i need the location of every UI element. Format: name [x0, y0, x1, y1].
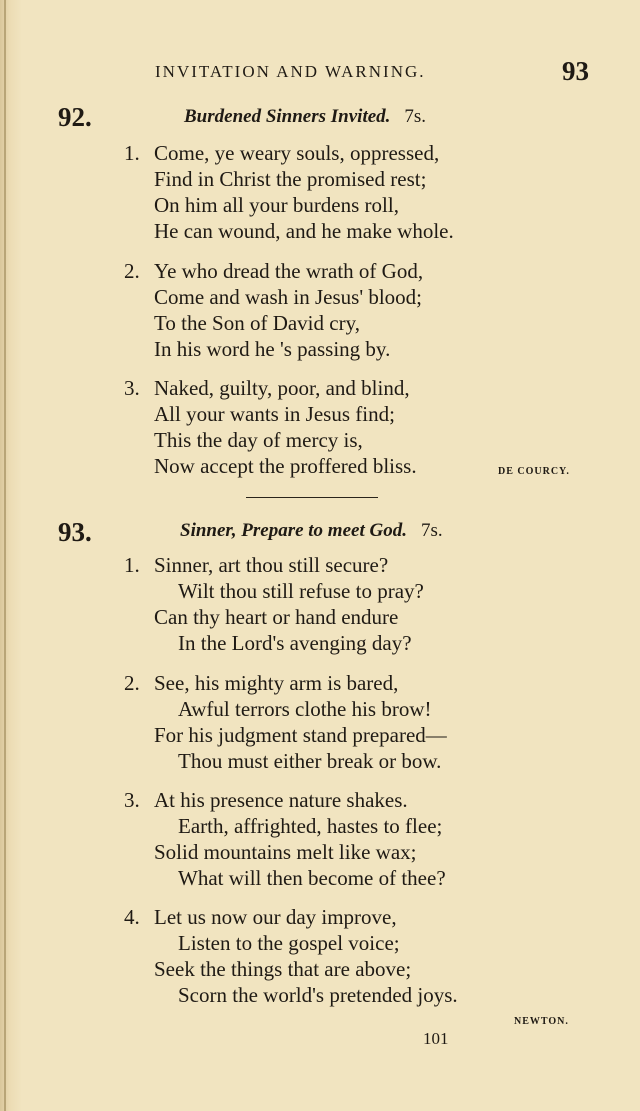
hymn-author: NEWTON.: [514, 1016, 569, 1027]
hymn-number: 92.: [58, 102, 92, 132]
verse-line: All your wants in Jesus find;: [154, 402, 395, 426]
stanza-number: 4.: [124, 905, 140, 929]
verse-line: What will then become of thee?: [178, 866, 446, 890]
verse-line: Find in Christ the promised rest;: [154, 167, 427, 191]
verse-line: See, his mighty arm is bared,: [154, 671, 399, 695]
hymn-title: [180, 520, 443, 542]
stanza-number: 3.: [124, 788, 140, 812]
stanza-number: 2.: [124, 671, 140, 695]
verse-line: Awful terrors clothe his brow!: [178, 697, 432, 721]
hymn-number: 93.: [58, 517, 92, 547]
verse-line: He can wound, and he make whole.: [154, 219, 454, 243]
verse-line: Now accept the proffered bliss.: [154, 454, 417, 478]
verse-line: For his judgment stand prepared—: [154, 723, 447, 747]
verse-line: Come, ye weary souls, oppressed,: [154, 141, 440, 165]
verse-line: Can thy heart or hand endure: [154, 605, 399, 629]
verse-line: Let us now our day improve,: [154, 905, 397, 929]
stanza-number: 2.: [124, 259, 140, 283]
section-divider: [246, 497, 378, 498]
page-edge: [4, 0, 6, 1111]
stanza-number: 1.: [124, 553, 140, 577]
verse-line: Solid mountains melt like wax;: [154, 840, 417, 864]
verse-line: Ye who dread the wrath of God,: [154, 259, 424, 283]
verse-line: In the Lord's avenging day?: [178, 631, 412, 655]
verse-line: Seek the things that are above;: [154, 957, 412, 981]
verse-line: Thou must either break or bow.: [178, 749, 442, 773]
hymn-title-text: Burdened Sinners Invited.: [184, 106, 391, 127]
verse-line: Naked, guilty, poor, and blind,: [154, 376, 410, 400]
running-title: INVITATION AND WARNING.: [155, 62, 426, 81]
hymn-title: [184, 106, 426, 128]
stanza-number: 1.: [124, 141, 140, 165]
verse-line: On him all your burdens roll,: [154, 193, 399, 217]
verse-line: Wilt thou still refuse to pray?: [178, 579, 424, 603]
verse-line: Listen to the gospel voice;: [178, 931, 400, 955]
verse-line: Earth, affrighted, hastes to flee;: [178, 814, 443, 838]
hymn-title-text: Sinner, Prepare to meet God.: [180, 520, 407, 541]
hymn-meter: 7s.: [404, 106, 427, 127]
verse-line: In his word he 's passing by.: [154, 337, 391, 361]
verse-line: At his presence nature shakes.: [154, 788, 408, 812]
stanza-number: 3.: [124, 376, 140, 400]
verse-line: Come and wash in Jesus' blood;: [154, 285, 423, 309]
page-number: 93: [562, 56, 589, 86]
hymn-author: DE COURCY.: [498, 466, 570, 477]
hymn-meter: 7s.: [420, 520, 443, 541]
verse-line: Scorn the world's pretended joys.: [178, 983, 458, 1007]
signature-number: 101: [423, 1029, 449, 1048]
verse-line: This the day of mercy is,: [154, 428, 363, 452]
verse-line: Sinner, art thou still secure?: [154, 553, 389, 577]
verse-line: To the Son of David cry,: [154, 311, 360, 335]
